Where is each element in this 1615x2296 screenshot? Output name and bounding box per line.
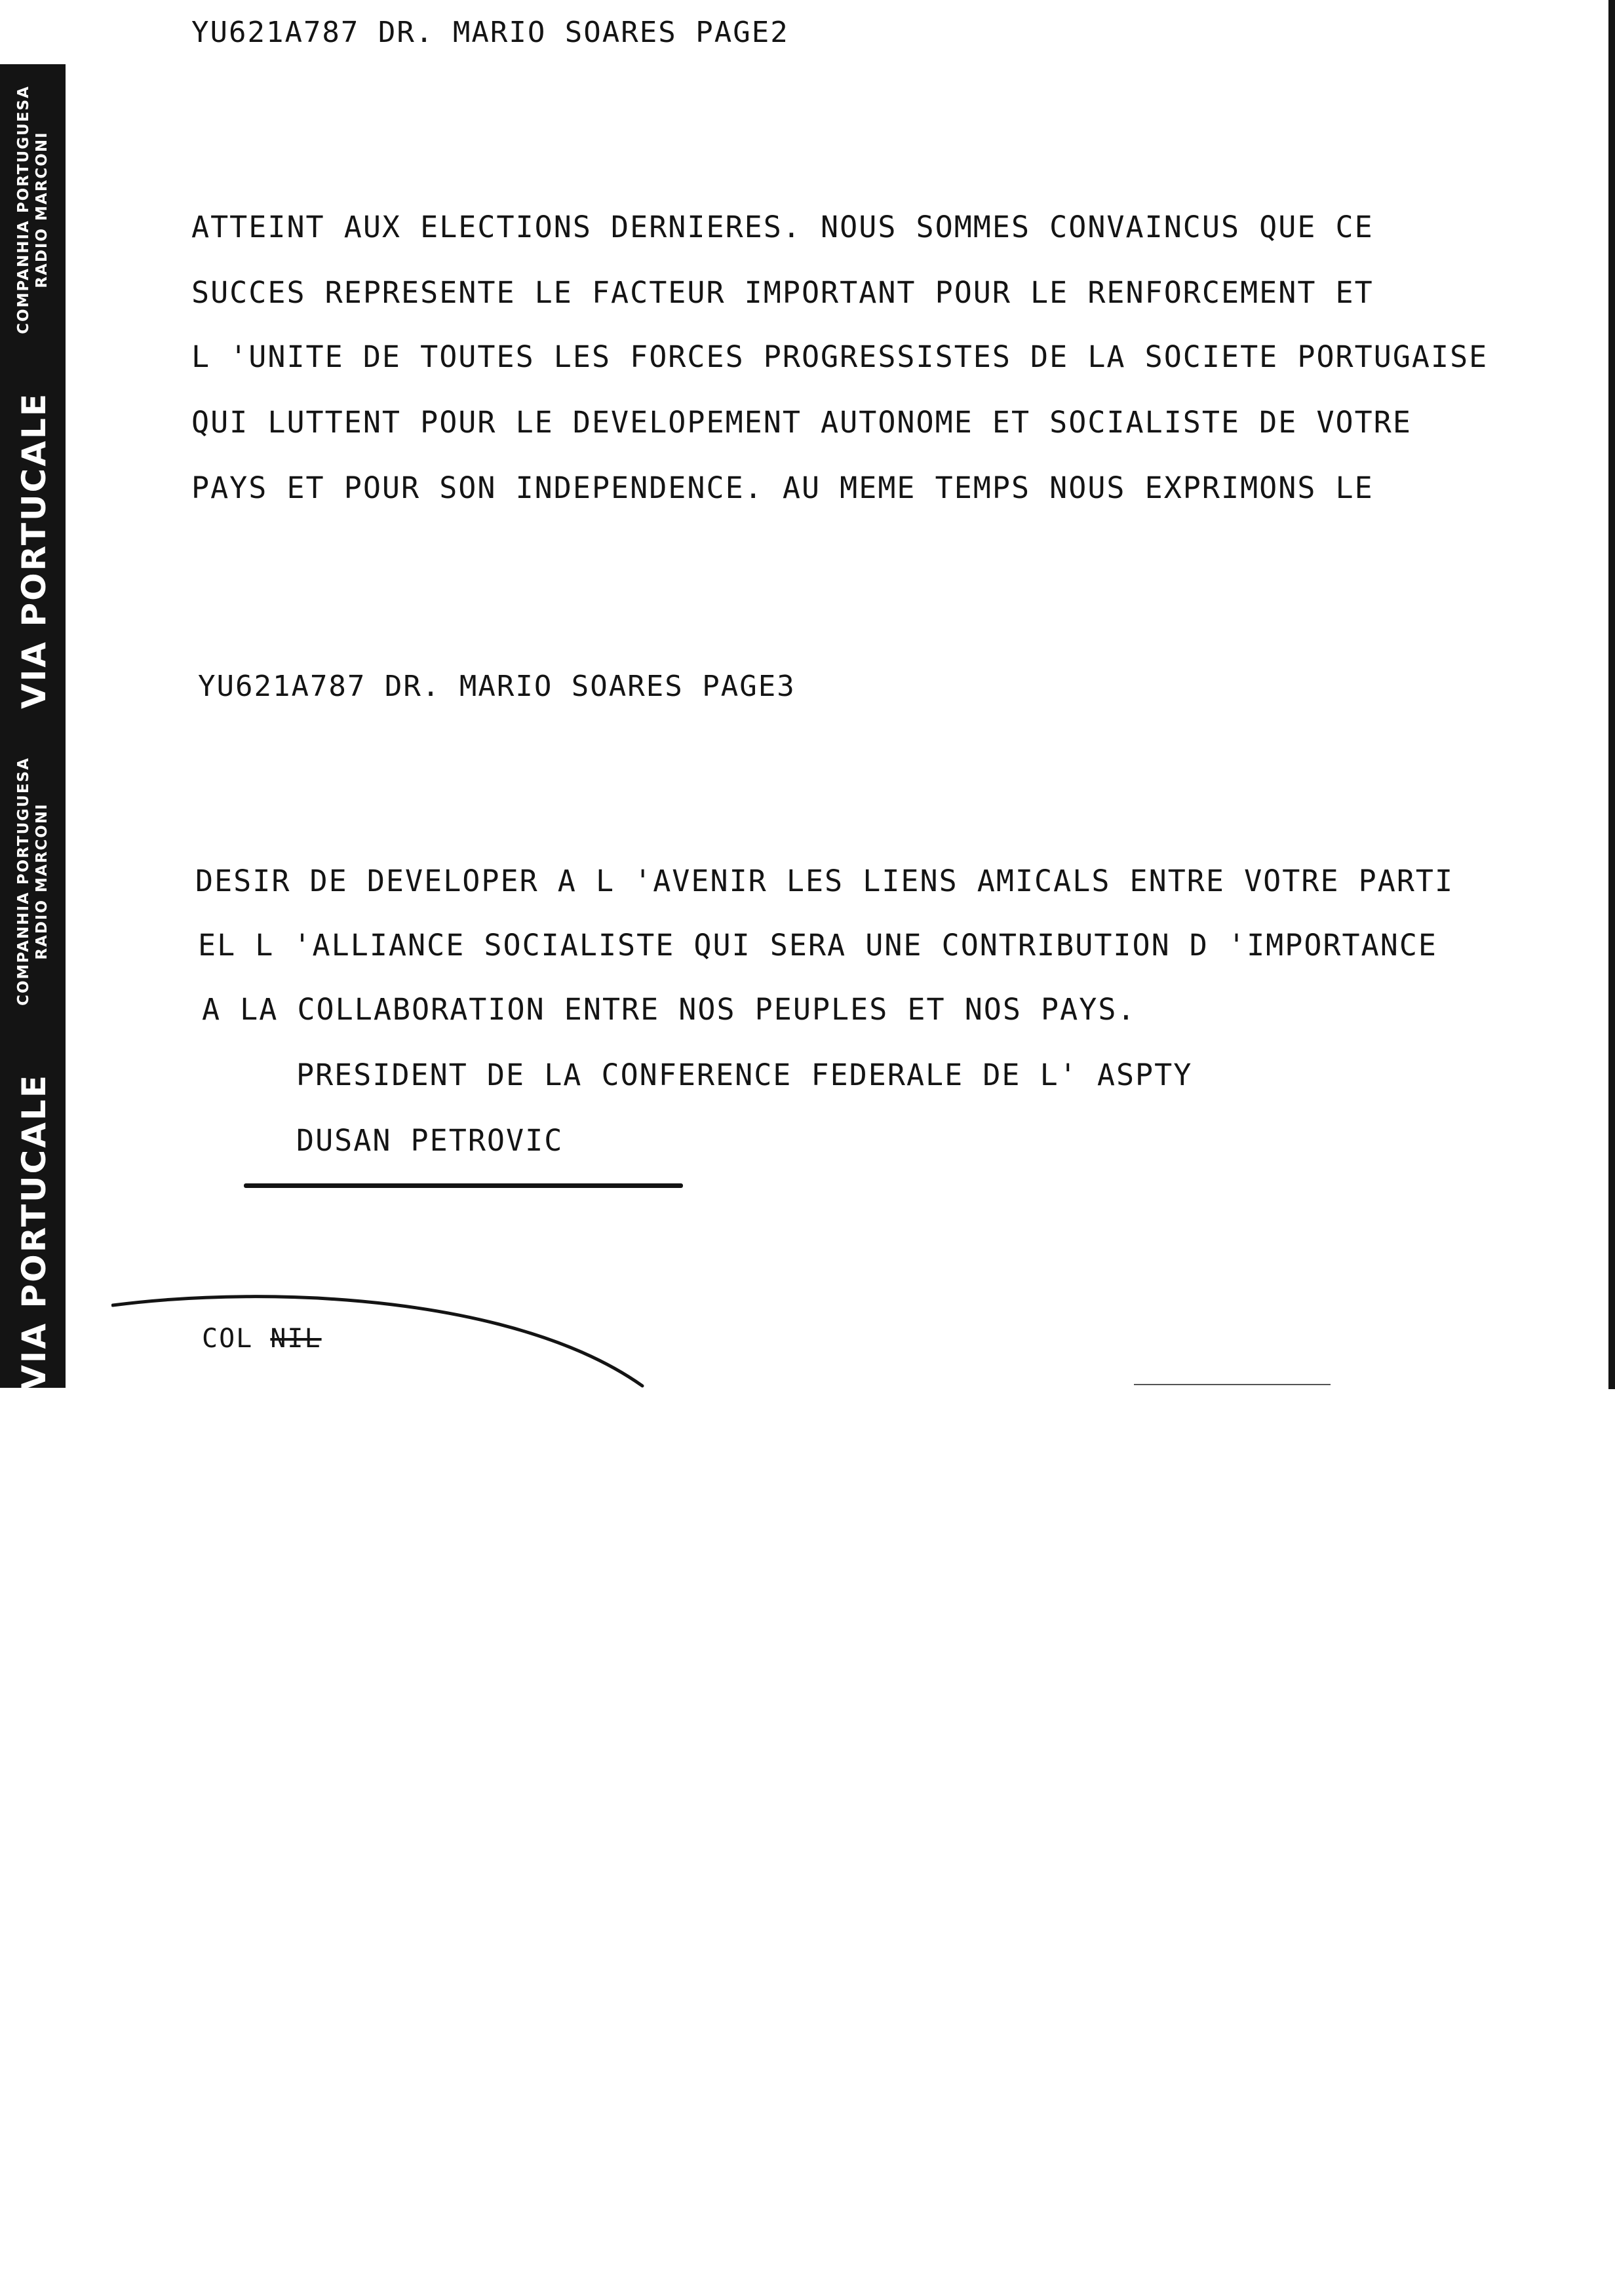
page2-line-4: QUI LUTTENT POUR LE DEVELOPEMENT AUTONOME ET SOCIALISTE DE VOTRE — [191, 405, 1412, 440]
company-name-bottom: COMPANHIA PORTUGUESA RADIO MARCONI — [15, 757, 50, 1006]
col-nil-footer — [202, 1324, 322, 1354]
via-portucale-bottom: VIA PORTUCALE — [15, 1073, 53, 1390]
page2-line-3: L 'UNITE DE TOUTES LES FORCES PROGRESSISTES DE LA SOCIETE PORTUGAISE — [191, 339, 1489, 374]
page3-line-1: DESIR DE DEVELOPER A L 'AVENIR LES LIENS AMICALS ENTRE VOTRE PARTI — [195, 864, 1454, 898]
page2-header: YU621A787 DR. MARIO SOARES PAGE2 — [191, 16, 789, 49]
right-edge-bar — [1608, 0, 1615, 1389]
pen-stroke-mark — [111, 1291, 662, 1396]
signature-name: DUSAN PETROVIC — [296, 1123, 564, 1158]
col-label: COL — [202, 1324, 254, 1354]
page2-line-5: PAYS ET POUR SON INDEPENDENCE. AU MEME TEMPS NOUS EXPRIMONS LE — [191, 470, 1374, 505]
company-name-top: COMPANHIA PORTUGUESA RADIO MARCONI — [15, 85, 50, 334]
via-portucale-top: VIA PORTUCALE — [15, 392, 53, 709]
page3-line-2: EL L 'ALLIANCE SOCIALISTE QUI SERA UNE CONTRIBUTION D 'IMPORTANCE — [198, 928, 1437, 963]
nil-label: NIL — [270, 1324, 322, 1354]
signature-underline — [244, 1183, 683, 1188]
page3-header: YU621A787 DR. MARIO SOARES PAGE3 — [198, 670, 796, 703]
signature-title: PRESIDENT DE LA CONFERENCE FEDERALE DE L' ASPTY — [296, 1058, 1193, 1092]
footer-dash-line — [1134, 1384, 1331, 1385]
page3-line-3: A LA COLLABORATION ENTRE NOS PEUPLES ET NOS PAYS. — [202, 992, 1137, 1027]
page2-line-2: SUCCES REPRESENTE LE FACTEUR IMPORTANT POUR LE RENFORCEMENT ET — [191, 275, 1374, 310]
page2-line-1: ATTEINT AUX ELECTIONS DERNIERES. NOUS SOMMES CONVAINCUS QUE CE — [191, 210, 1374, 244]
